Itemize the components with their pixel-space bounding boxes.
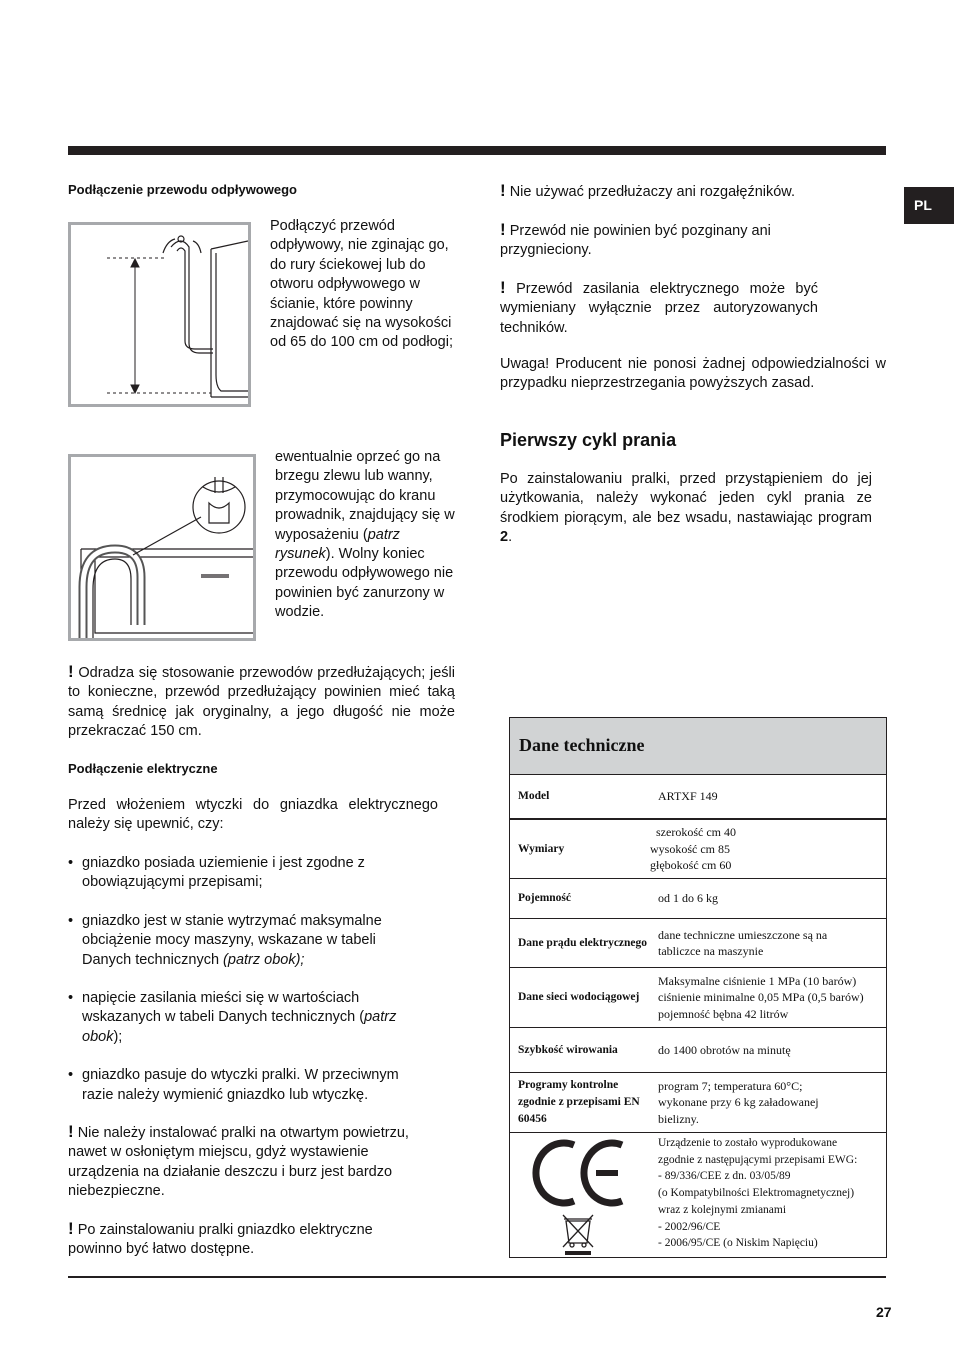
value-line: Urządzenie to zostało wyprodukowane bbox=[658, 1137, 838, 1149]
value-line: zgodnie z następującymi przepisami EWG: bbox=[658, 1153, 858, 1166]
first-cycle-program: 2 bbox=[500, 529, 509, 546]
liability-notice: Uwaga! Producent nie ponosi żadnej odpowiedzialności w przypadku nieprzestrzegania powyższych zasad. bbox=[500, 356, 886, 392]
value-line: pojemność bębna 42 litrów bbox=[658, 1006, 789, 1021]
ce-weee-icon bbox=[530, 1135, 630, 1255]
row-value bbox=[650, 1028, 886, 1072]
list-item: • gniazdko posiada uziemienie i jest zgodne z obowiązującymi przepisami; bbox=[68, 854, 414, 893]
bullet3-text: napięcie zasilania mieści się w wartościach wskazanych w tabeli Danych technicznych ( bbox=[82, 990, 365, 1026]
row-value bbox=[650, 1073, 886, 1132]
table-row bbox=[510, 775, 886, 819]
bullet2-text: gniazdko jest w stanie wytrzymać maksymalne obciążenie mocy maszyny, wskazane w tabeli Danych technicznych bbox=[82, 912, 382, 968]
warning-mark: ! bbox=[68, 1122, 74, 1141]
row-label: Pojemność bbox=[518, 892, 572, 904]
extension-warning bbox=[68, 662, 455, 742]
warn1-text: Nie używać przedłużaczy ani rozgałęźników. bbox=[509, 184, 796, 200]
value-line: głębokość cm 60 bbox=[650, 858, 732, 873]
warning-mark: ! bbox=[500, 278, 506, 297]
ce-declaration bbox=[650, 1133, 886, 1257]
warning-mark: ! bbox=[68, 1219, 74, 1238]
list-item: • gniazdko pasuje do wtyczki pralki. W przeciwnym razie należy wymienić gniazdko lub wtyczkę. bbox=[68, 1066, 414, 1105]
value-line: wysokość cm 85 bbox=[650, 841, 730, 856]
value-line: wraz z kolejnymi zmianami bbox=[658, 1203, 787, 1216]
warning-mark: ! bbox=[500, 181, 506, 200]
warn2-text: Przewód nie powinien być pozginany ani przygnieciony. bbox=[500, 223, 771, 259]
bullet3-ref: patrz obok bbox=[82, 1009, 397, 1045]
electric-intro: Przed włożeniem wtyczki do gniazdka elektrycznego należy się upewnić, czy: bbox=[68, 797, 438, 833]
warning-no-extension bbox=[500, 181, 886, 202]
value-line: dane techniczne umieszczone są na bbox=[658, 927, 828, 942]
value-line: tabliczce na maszynie bbox=[658, 944, 764, 958]
row-label: Dane sieci wodociągowej bbox=[518, 991, 640, 1003]
value-line: do 1400 obrotów na minutę bbox=[658, 1042, 791, 1057]
ce-marks bbox=[510, 1133, 650, 1257]
electric-heading: Podłączenie elektryczne bbox=[68, 761, 218, 776]
bullet3-end: ); bbox=[113, 1028, 123, 1045]
drain-figure-wall bbox=[68, 222, 251, 407]
drain-text-sink-part1: ewentualnie oprzeć go na brzegu zlewu lub wanny, przymocowując do kranu prowadnik, znajdujący się w wyposażeniu ( bbox=[275, 449, 455, 543]
table-row bbox=[510, 919, 886, 968]
tech-table-title: Dane techniczne bbox=[519, 735, 645, 755]
value-line: bielizny. bbox=[658, 1111, 699, 1126]
table-row bbox=[510, 879, 886, 919]
row-value bbox=[650, 879, 886, 918]
top-rule bbox=[68, 146, 886, 155]
drain-hose-wall-illustration bbox=[71, 225, 248, 404]
value-line: od 1 do 6 kg bbox=[658, 891, 718, 906]
value-line: wykonane przy 6 kg załadowanej bbox=[658, 1095, 819, 1110]
drain-text-sink-ref: patrz rysunek bbox=[275, 526, 400, 563]
row-label: Szybkość wirowania bbox=[518, 1043, 618, 1056]
row-label: Programy kontrolne zgodnie z przepisami EN 60456 bbox=[518, 1079, 640, 1125]
table-row bbox=[510, 1028, 886, 1073]
socket-warning bbox=[68, 1219, 413, 1260]
row-label: Dane prądu elektrycznego bbox=[518, 936, 648, 949]
tech-data-table bbox=[509, 717, 887, 1258]
table-row bbox=[510, 968, 886, 1028]
language-tab: PL bbox=[904, 187, 954, 224]
first-cycle-text-a: Po zainstalowaniu pralki, przed przystąpieniem do jej użytkowania, należy wykonać jeden cykl prania ze środkiem piorącym, ale bez wsadu, nastawiając program bbox=[500, 471, 872, 526]
row-value bbox=[650, 919, 886, 967]
warning-mark: ! bbox=[500, 220, 506, 239]
page-number: 27 bbox=[876, 1304, 892, 1320]
warning-no-bend bbox=[500, 220, 820, 261]
value-line: - 2002/96/CE bbox=[658, 1220, 721, 1233]
bottom-rule bbox=[68, 1276, 886, 1278]
drain-text-sink-part2: ). Wolny koniec przewodu odpływowego nie powinien być zanurzony w wodzie. bbox=[275, 546, 454, 621]
outdoor-warning bbox=[68, 1122, 443, 1202]
value-line: (o Kompatybilności Elektromagnetycznej) bbox=[658, 1187, 855, 1200]
first-cycle-heading: Pierwszy cykl prania bbox=[500, 430, 677, 450]
value-line: ARTXF 149 bbox=[658, 789, 718, 804]
table-row bbox=[510, 1133, 886, 1257]
drain-text-sink bbox=[275, 448, 455, 623]
drain-text-wall: Podłączyć przewód odpływowy, nie zginając go, do rury ściekowej lub do otworu odpływowego w ścianie, które powinny znajdować się na wysokości od 65 do 100 cm od podłogi; bbox=[270, 218, 453, 351]
first-cycle-text-b: . bbox=[508, 529, 513, 546]
row-label: Wymiary bbox=[518, 842, 565, 855]
list-item bbox=[68, 989, 414, 1047]
drain-hose-sink-illustration bbox=[71, 457, 253, 638]
value-line: Maksymalne ciśnienie 1 MPa (10 barów) bbox=[658, 973, 857, 988]
drain-heading: Podłączenie przewodu odpływowego bbox=[68, 182, 297, 197]
warn3-text: Przewód zasilania elektrycznego może być wymieniany wyłącznie przez autoryzowanych techników. bbox=[500, 281, 819, 336]
row-value bbox=[650, 968, 886, 1027]
value-line: szerokość cm 40 bbox=[656, 825, 736, 840]
value-line: program 7; temperatura 60°C; bbox=[658, 1078, 803, 1093]
outdoor-warning-text: Nie należy instalować pralki na otwartym powietrzu, nawet w osłoniętym miejscu, gdyż wystawienie urządzenia na działanie deszczu i burz jest bardzo niebezpieczne. bbox=[68, 1125, 409, 1200]
row-label: Model bbox=[518, 790, 550, 802]
list-item bbox=[68, 912, 414, 970]
warning-mark: ! bbox=[68, 662, 74, 681]
tech-table-header bbox=[510, 718, 886, 775]
extension-warning-text: Odradza się stosowanie przewodów przedłużających; jeśli to konieczne, przewód przedłużający powinien mieć taką samą średnicę jak oryginalny, a jego długość nie może przekraczać 150 cm. bbox=[68, 665, 455, 740]
bullet2-ref: (patrz obok); bbox=[223, 951, 305, 968]
value-line: ciśnienie minimalne 0,05 MPa (0,5 barów) bbox=[658, 990, 864, 1005]
socket-warning-text: Po zainstalowaniu pralki gniazdko elektryczne powinno być łatwo dostępne. bbox=[68, 1222, 373, 1258]
first-cycle-text bbox=[500, 470, 872, 548]
table-row bbox=[510, 1073, 886, 1133]
value-line: - 89/336/CEE z dn. 03/05/89 bbox=[658, 1170, 791, 1183]
row-value bbox=[650, 820, 886, 878]
table-row bbox=[510, 819, 886, 879]
value-line: - 2006/95/CE (o Niskim Napięciu) bbox=[658, 1237, 818, 1250]
drain-figure-sink bbox=[68, 454, 256, 641]
warning-cable-replace bbox=[500, 278, 818, 338]
electric-checklist bbox=[68, 854, 414, 1124]
row-value bbox=[650, 775, 886, 818]
